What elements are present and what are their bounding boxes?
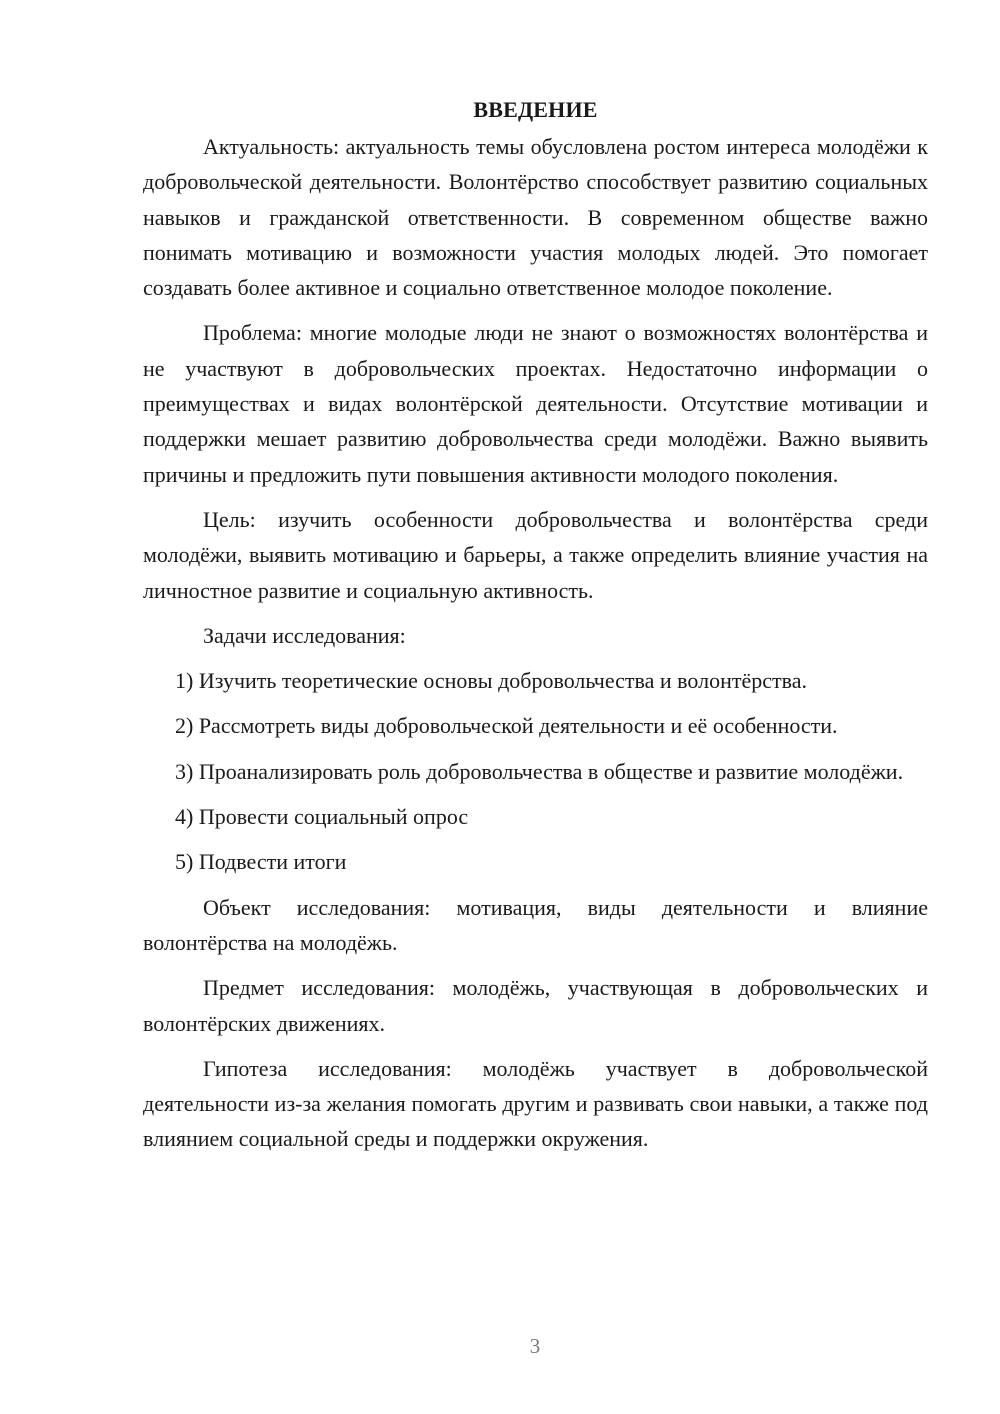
subject-paragraph: Предмет исследования: молодёжь, участвующая в добровольческих и волонтёрских движениях. — [143, 975, 928, 1036]
task-item: 1) Изучить теоретические основы добровольчества и волонтёрства. — [175, 668, 807, 694]
task-item: 3) Проанализировать роль добровольчества в обществе и развитие молодёжи. — [175, 758, 904, 784]
relevance-paragraph: Актуальность: актуальность темы обусловлена ростом интереса молодёжи к добровольческой деятельности. Волонтёрство способствует развитию социальных навыков и гражданской ответственности. В современном обществе важно понимать мотивацию и возможности участия молодых людей. Это помогает создавать более активное и социально ответственное молодое поколение. — [143, 134, 928, 301]
tasks-heading: Задачи исследования: — [203, 622, 406, 648]
document-page — [143, 92, 928, 1167]
section-title: ВВЕДЕНИЕ — [473, 97, 598, 122]
task-item: 2) Рассмотреть виды добровольческой деятельности и её особенности. — [175, 713, 838, 739]
problem-paragraph: Проблема: многие молодые люди не знают о возможностях волонтёрства и не участвуют в добровольческих проектах. Недостаточно информации о преимуществах и видах волонтёрской деятельности. Отсутствие мотивации и поддержки мешает развитию добровольчества среди молодёжи. Важно выявить причины и предложить пути повышения активности молодого поколения. — [143, 320, 928, 487]
object-paragraph: Объект исследования: мотивация, виды деятельности и влияние волонтёрства на молодёжь. — [143, 894, 928, 955]
task-item: 4) Провести социальный опрос — [175, 804, 469, 830]
hypothesis-paragraph: Гипотеза исследования: молодёжь участвует в добровольческой деятельности из-за желания помогать другим и развивать свои навыки, а также под влиянием социальной среды и поддержки окружения. — [143, 1055, 928, 1152]
goal-paragraph: Цель: изучить особенности добровольчества и волонтёрства среди молодёжи, выявить мотивацию и барьеры, а также определить влияние участия на личностное развитие и социальную активность. — [143, 506, 928, 603]
page-number: 3 — [529, 1334, 541, 1358]
task-item: 5) Подвести итоги — [175, 849, 347, 875]
